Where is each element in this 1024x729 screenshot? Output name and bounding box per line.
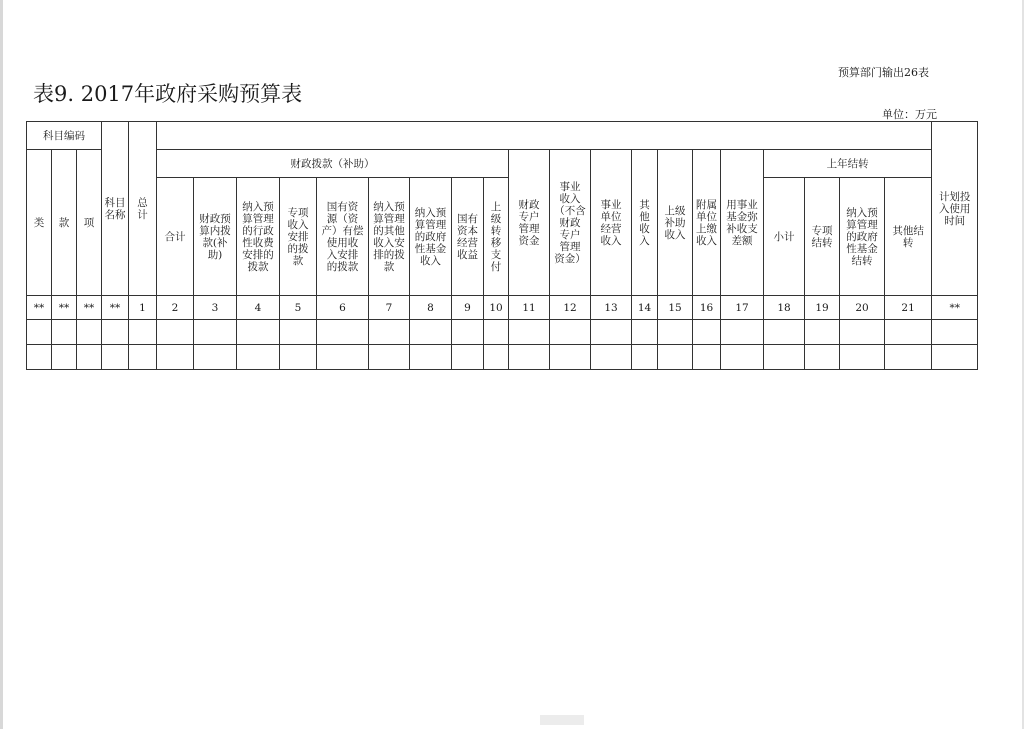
fiscal-group-header: 财政拨款（补助） [157, 150, 509, 178]
index-cell: 7 [369, 296, 410, 320]
col-py-other: 其他结 转 [885, 178, 932, 296]
index-cell: 18 [764, 296, 805, 320]
col-xiang: 项 [77, 150, 102, 296]
col-other-income: 纳入预 算管理 的其他 收入安 排的拨 款 [369, 178, 410, 296]
index-cell: 10 [484, 296, 509, 320]
col-business-income: 事业 收入 （不含 财政 专户 管理 资金） [550, 150, 591, 296]
index-row [27, 296, 978, 320]
scan-edge-left [0, 0, 3, 729]
col-total: 总 计 [129, 122, 157, 296]
index-cell: 15 [658, 296, 693, 320]
index-cell: ** [77, 296, 102, 320]
index-cell: 12 [550, 296, 591, 320]
col-fund-balance: 用事业 基金弥 补收支 差额 [721, 150, 764, 296]
index-cell: 5 [280, 296, 317, 320]
prior-year-group-header: 上年结转 [764, 150, 932, 178]
index-cell: 1 [129, 296, 157, 320]
col-fiscal-special: 财政 专户 管理 资金 [509, 150, 550, 296]
index-cell: 2 [157, 296, 194, 320]
empty-row [27, 320, 978, 345]
col-py-gov-fund: 纳入预 算管理 的政府 性基金 结转 [840, 178, 885, 296]
index-cell: 9 [452, 296, 484, 320]
col-state-asset: 国有资 源（资 产）有偿 使用收 入安排 的拨款 [317, 178, 369, 296]
col-special-income: 专项 收入 安排 的拨 款 [280, 178, 317, 296]
subject-code-header: 科目编码 [27, 122, 102, 150]
col-transfer: 上 级 转 移 支 付 [484, 178, 509, 296]
col-state-capital: 国有 资本 经营 收益 [452, 178, 484, 296]
empty-row [27, 345, 978, 370]
index-cell: ** [102, 296, 129, 320]
index-cell: 8 [410, 296, 452, 320]
header-blank [157, 122, 932, 150]
index-cell: 19 [805, 296, 840, 320]
col-subtotal: 合计 [157, 178, 194, 296]
col-fiscal-budget: 财政预 算内拨 款(补 助) [194, 178, 237, 296]
scan-mark [540, 715, 584, 725]
col-kuan: 款 [52, 150, 77, 296]
index-cell: 21 [885, 296, 932, 320]
index-cell: 20 [840, 296, 885, 320]
col-plan-time: 计划投 入使用 时间 [932, 122, 978, 296]
col-py-special: 专项 结转 [805, 178, 840, 296]
index-cell: ** [52, 296, 77, 320]
page-title: 表9. 2017年政府采购预算表 [33, 82, 303, 106]
index-cell: 16 [693, 296, 721, 320]
col-subject-name: 科目 名称 [102, 122, 129, 296]
index-cell: 6 [317, 296, 369, 320]
page-code: 预算部门输出26表 [838, 66, 929, 79]
col-other: 其 他 收 入 [632, 150, 658, 296]
index-cell: ** [27, 296, 52, 320]
unit-label: 单位：万元 [882, 108, 937, 121]
col-lei: 类 [27, 150, 52, 296]
index-cell: 13 [591, 296, 632, 320]
budget-table [26, 121, 978, 370]
index-cell: 14 [632, 296, 658, 320]
col-superior-subsidy: 上级 补助 收入 [658, 150, 693, 296]
index-cell: 3 [194, 296, 237, 320]
col-affiliated: 附属 单位 上缴 收入 [693, 150, 721, 296]
col-gov-fund: 纳入预 算管理 的政府 性基金 收入 [410, 178, 452, 296]
index-cell: 17 [721, 296, 764, 320]
col-operating-income: 事业 单位 经营 收入 [591, 150, 632, 296]
col-py-subtotal: 小计 [764, 178, 805, 296]
index-cell: 11 [509, 296, 550, 320]
index-cell: 4 [237, 296, 280, 320]
col-admin-fee: 纳入预 算管理 的行政 性收费 安排的 拨款 [237, 178, 280, 296]
index-cell: ** [932, 296, 978, 320]
